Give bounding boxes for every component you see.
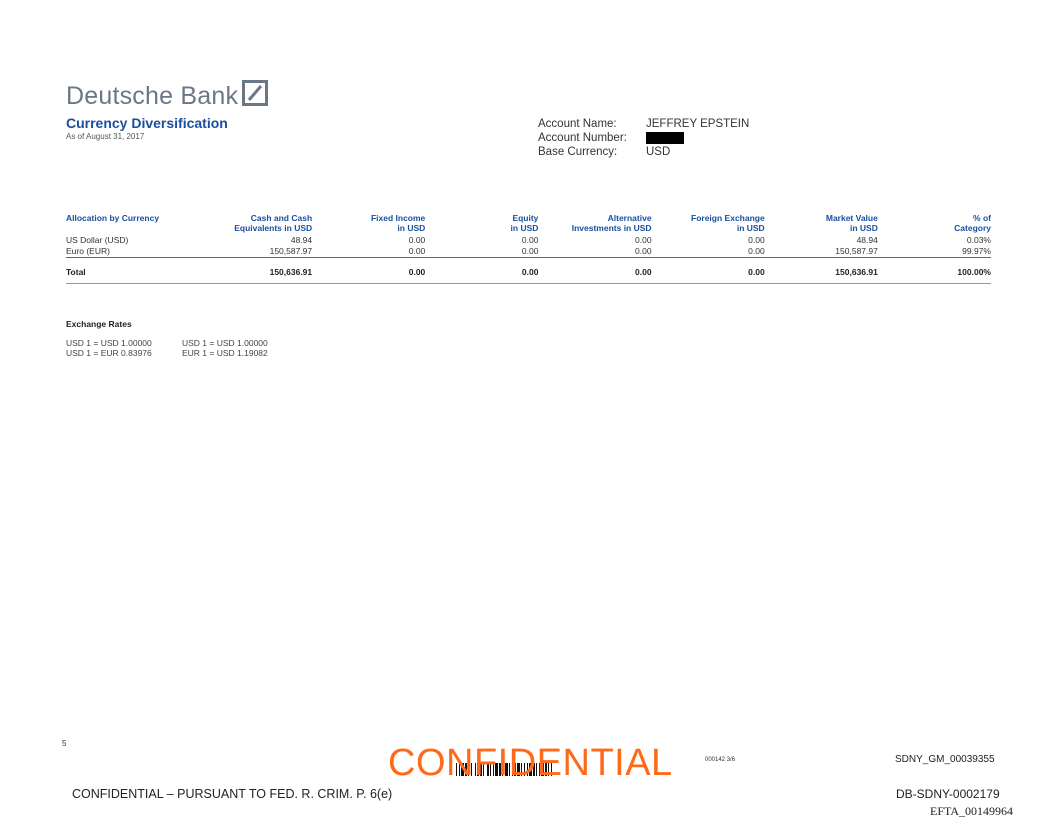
report-title: Currency Diversification — [66, 115, 228, 131]
base-currency-value: USD — [646, 146, 671, 158]
row-cash: 48.94 — [290, 235, 313, 245]
row-fixed-income: 0.00 — [408, 235, 426, 245]
row-currency: US Dollar (USD) — [66, 235, 129, 245]
brand-name: Deutsche Bank — [66, 82, 239, 110]
page-number: 5 — [62, 739, 67, 748]
account-name-value: JEFFREY EPSTEIN — [646, 118, 750, 130]
row-equity: 0.00 — [521, 235, 539, 245]
row-foreign-exchange: 0.00 — [748, 246, 765, 256]
allocation-table — [66, 213, 991, 284]
total-equity: 0.00 — [521, 267, 539, 277]
exchange-rates-col-2 — [182, 338, 298, 358]
deutsche-bank-logo-icon — [242, 80, 268, 106]
account-name-label: Account Name: — [538, 118, 617, 130]
row-percent: 99.97% — [962, 246, 991, 256]
account-number-label: Account Number: — [538, 132, 627, 144]
row-market-value: 150,587.97 — [835, 246, 878, 256]
bates-number-db-sdny: DB-SDNY-0002179 — [896, 787, 1000, 801]
total-foreign-exchange: 0.00 — [748, 267, 765, 277]
exchange-rate: USD 1 = USD 1.00000 — [66, 338, 152, 348]
table-row — [66, 235, 991, 246]
row-market-value: 48.94 — [856, 235, 878, 245]
row-alternative: 0.00 — [635, 235, 652, 245]
row-currency: Euro (EUR) — [66, 246, 110, 256]
total-label: Total — [66, 267, 86, 277]
exchange-rate: USD 1 = EUR 0.83976 — [66, 348, 152, 358]
total-percent: 100.00% — [957, 267, 991, 277]
total-alternative: 0.00 — [635, 267, 652, 277]
report-date: As of August 31, 2017 — [66, 132, 145, 141]
header-allocation: Allocation by Currency — [66, 213, 160, 223]
redaction-box — [646, 132, 684, 144]
table-row — [66, 246, 991, 258]
row-foreign-exchange: 0.00 — [748, 235, 765, 245]
header-fixed-income: Fixed Income in USD — [370, 213, 426, 233]
header-alternative: Alternative Investments in USD — [571, 213, 652, 233]
confidentiality-legend: CONFIDENTIAL – PURSUANT TO FED. R. CRIM. P. 6(e) — [72, 787, 393, 801]
header-cash: Cash and Cash Equivalents in USD — [234, 213, 313, 233]
total-cash: 150,636.91 — [269, 267, 313, 277]
account-name-row — [538, 117, 749, 131]
total-fixed-income: 0.00 — [408, 267, 426, 277]
account-info — [538, 117, 749, 159]
row-cash: 150,587.97 — [269, 246, 313, 256]
base-currency-label: Base Currency: — [538, 146, 618, 158]
table-total-row — [66, 263, 991, 284]
bates-number-efta: EFTA_00149964 — [930, 804, 1014, 818]
row-fixed-income: 0.00 — [408, 246, 426, 256]
row-alternative: 0.00 — [635, 246, 652, 256]
exchange-rates-col-1 — [66, 338, 182, 358]
header-market-value: Market Value in USD — [825, 213, 878, 233]
account-number-row — [538, 131, 749, 145]
document-code: 000142 3/6 — [705, 757, 736, 763]
header-percent-category: % of Category — [954, 213, 991, 233]
row-equity: 0.00 — [521, 246, 539, 256]
header-equity: Equity in USD — [510, 213, 539, 233]
exchange-rates — [66, 338, 298, 358]
exchange-rates-title: Exchange Rates — [66, 319, 132, 329]
total-market-value: 150,636.91 — [835, 267, 878, 277]
bates-number-sdny-gm: SDNY_GM_00039355 — [895, 754, 995, 765]
confidential-stamp: CONFIDENTIAL — [388, 742, 673, 784]
table-header-row — [66, 213, 991, 235]
base-currency-row — [538, 145, 749, 159]
exchange-rate: EUR 1 = USD 1.19082 — [182, 348, 268, 358]
row-percent: 0.03% — [966, 235, 991, 245]
exchange-rate: USD 1 = USD 1.00000 — [182, 338, 268, 348]
header-foreign-exchange: Foreign Exchange in USD — [691, 213, 765, 233]
